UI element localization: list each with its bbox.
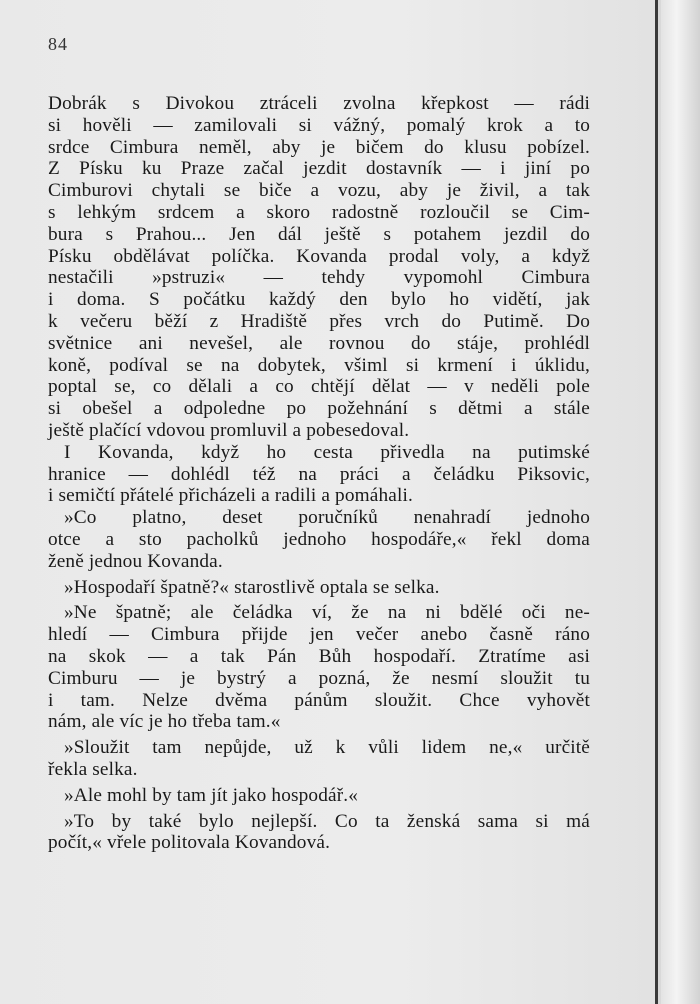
page-number: 84 — [48, 34, 68, 54]
text-line: na skok — a tak Pán Bůh hospodaří. Ztratíme asi — [48, 645, 590, 667]
text-line: Cimburu — je bystrý a pozná, že nesmí sloužit tu — [48, 667, 590, 689]
text-line: si obešel a odpoledne po požehnání s dětmi a stále — [48, 398, 590, 420]
text-line: »Sloužit tam nepůjde, už k vůli lidem ne,« určitě — [64, 737, 590, 759]
text-line: hledí — Cimbura přijde jen večer anebo časně ráno — [48, 624, 590, 646]
text-line: Z Písku ku Praze začal jezdit dostavník — i jiní po — [48, 158, 590, 180]
text-line: »Ne špatně; ale čeládka ví, že na ni bdělé oči ne- — [64, 602, 590, 624]
text-line: Dobrák s Divokou ztráceli zvolna křepkost — rádi — [48, 93, 590, 114]
text-line: i tam. Nelze dvěma pánům sloužit. Chce vyhovět — [48, 689, 590, 711]
text-line: srdce Cimbura neměl, aby je bičem do klusu pobízel. — [48, 136, 590, 158]
text-line: »Co platno, deset poručníků nenahradí jednoho — [64, 507, 590, 529]
text-line: ženě jednou Kovanda. — [48, 550, 223, 572]
text-line: nám, ale víc je ho třeba tam.« — [48, 711, 281, 733]
text-line: i semičtí přátelé přicházeli a radili a pomáhali. — [48, 485, 413, 507]
text-line: počít,« vřele politovala Kovandová. — [48, 832, 331, 854]
text-line: Cimburovi chytali se biče a vozu, aby je živil, a tak — [48, 180, 590, 202]
text-line: Písku obdělávat políčka. Kovanda prodal voly, a když — [48, 245, 590, 267]
text-line: si hověli — zamilovali si vážný, pomalý krok a to — [48, 114, 590, 136]
text-line: I Kovanda, když ho cesta přivedla na putimské — [64, 441, 590, 463]
text-line: s lehkým srdcem a skoro radostně rozloučil se Cim- — [48, 201, 590, 223]
text-line: bura s Prahou... Jen dál ještě s potahem jezdil do — [48, 223, 590, 245]
book-gutter — [661, 0, 700, 1004]
text-line: hranice — dohlédl též na práci a čeládku Piksovic, — [48, 463, 590, 485]
text-line: »To by také bylo nejlepší. Co ta ženská sama si má — [64, 810, 590, 832]
text-line: i doma. S počátku každý den bylo ho vidětí, jak — [48, 289, 590, 311]
text-line: ještě plačící vdovou promluvil a pobesedoval. — [48, 419, 410, 441]
text-line: světnice ani nevešel, ale rovnou do stáje, prohlédl — [48, 332, 590, 354]
text-line: koně, podíval se na dobytek, všiml si krmení i úklidu, — [48, 354, 590, 376]
text-line: otce a sto pacholků jednoho hospodáře,« řekl doma — [48, 528, 590, 550]
body-text — [48, 93, 590, 854]
text-line: řekla selka. — [48, 758, 138, 780]
text-line: nestačili »pstruzi« — tehdy vypomohl Cimbura — [48, 267, 590, 289]
text-line: k večeru běží z Hradiště přes vrch do Putimě. Do — [48, 310, 590, 332]
text-line: poptal se, co dělali a co chtějí dělat — v neděli pole — [48, 376, 590, 398]
text-line: »Hospodaří špatně?« starostlivě optala se selka. — [64, 576, 440, 598]
text-line: »Ale mohl by tam jít jako hospodář.« — [64, 784, 359, 806]
